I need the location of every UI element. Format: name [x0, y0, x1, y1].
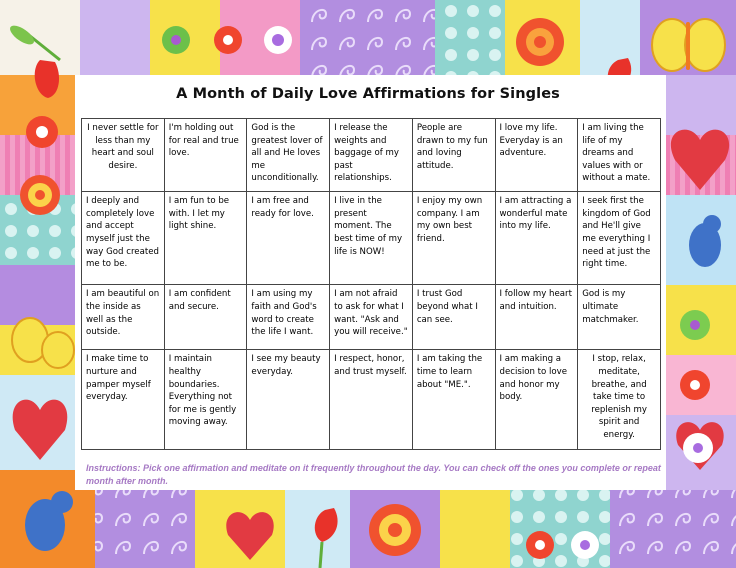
affirmation-cell: I am attracting a wonderful mate into my life. — [495, 192, 578, 285]
affirmation-cell: I enjoy my own company. I am my own best friend. — [412, 192, 495, 285]
table-row — [82, 192, 661, 285]
affirmation-cell: I am not afraid to ask for what I want. "Ask and you will receive." — [330, 285, 413, 350]
table-row — [82, 350, 661, 450]
affirmation-cell: I release the weights and baggage of my past relationships. — [330, 119, 413, 192]
affirmation-cell: I am free and ready for love. — [247, 192, 330, 285]
affirmation-cell: God is my ultimate matchmaker. — [578, 285, 661, 350]
affirmation-cell: I seek first the kingdom of God and He'll give me everything I need at just the right time. — [578, 192, 661, 285]
affirmation-cell: I maintain healthy boundaries. Everything not for me is gently moving away. — [164, 350, 247, 450]
affirmation-cell: I am confident and secure. — [164, 285, 247, 350]
affirmation-cell: I deeply and completely love and accept myself just the way God created me to be. — [82, 192, 165, 285]
affirmation-cell: I follow my heart and intuition. — [495, 285, 578, 350]
instructions-text: Instructions: Pick one affirmation and meditate on it frequently throughout the day. You can check off the ones you complete or repeat month after month. — [86, 463, 661, 486]
affirmation-cell: People are drawn to my fun and loving attitude. — [412, 119, 495, 192]
affirmation-cell: I am making a decision to love and honor my body. — [495, 350, 578, 450]
page-title: A Month of Daily Love Affirmations for Singles — [176, 86, 560, 102]
affirmation-cell: I am living the life of my dreams and values with or without a mate. — [578, 119, 661, 192]
affirmation-cell: I am fun to be with. I let my light shine. — [164, 192, 247, 285]
affirmation-cell: I respect, honor, and trust myself. — [330, 350, 413, 450]
table-row — [82, 285, 661, 350]
affirmation-cell: I live in the present moment. The best time of my life is NOW! — [330, 192, 413, 285]
affirmation-cell: I am beautiful on the inside as well as the outside. — [82, 285, 165, 350]
affirmation-cell: I trust God beyond what I can see. — [412, 285, 495, 350]
affirmation-cell: I make time to nurture and pamper myself everyday. — [82, 350, 165, 450]
affirmations-table — [81, 118, 661, 450]
affirmation-cell: I see my beauty everyday. — [247, 350, 330, 450]
affirmation-cell: I am using my faith and God's word to create the life I want. — [247, 285, 330, 350]
affirmation-cell: I am taking the time to learn about "ME.". — [412, 350, 495, 450]
affirmation-cell: I stop, relax, meditate, breathe, and take time to replenish my spirit and energy. — [578, 350, 661, 450]
flower-icon — [162, 26, 292, 54]
affirmation-cell: I never settle for less than my heart and soul desire. — [82, 119, 165, 192]
affirmation-cell: I'm holding out for real and true love. — [164, 119, 247, 192]
affirmation-cell: God is the greatest lover of all and He loves me unconditionally. — [247, 119, 330, 192]
affirmation-cell: I love my life. Everyday is an adventure. — [495, 119, 578, 192]
table-row — [82, 119, 661, 192]
